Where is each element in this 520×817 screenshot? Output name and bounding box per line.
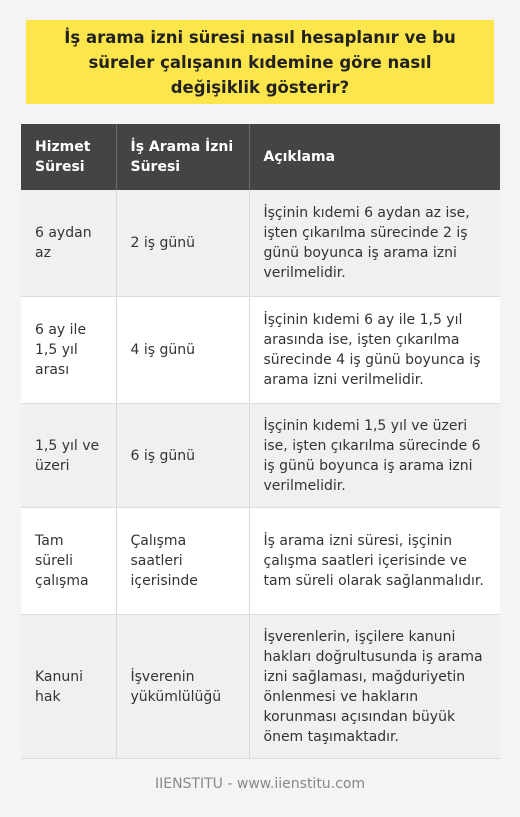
cell-service-duration: 6 aydan az: [21, 190, 116, 297]
cell-description: İşçinin kıdemi 1,5 yıl ve üzeri ise, işten çıkarılma sürecinde 6 iş günü boyunca iş arama izni verilmelidir.: [249, 404, 500, 508]
cell-description: İş arama izni süresi, işçinin çalışma saatleri içerisinde ve tam süreli olarak sağlanmalıdır.: [249, 508, 500, 615]
cell-leave-duration: 6 iş günü: [116, 404, 249, 508]
cell-leave-duration: Çalışma saatleri içerisinde: [116, 508, 249, 615]
header-description: Açıklama: [249, 124, 500, 190]
table-row: [21, 297, 500, 404]
table-row: [21, 508, 500, 615]
cell-leave-duration: 2 iş günü: [116, 190, 249, 297]
page-title: İş arama izni süresi nasıl hesaplanır ve bu süreler çalışanın kıdemine göre nasıl değişiklik gösterir?: [64, 27, 456, 97]
table-header-row: [21, 124, 500, 190]
table-row: [21, 404, 500, 508]
cell-service-duration: 6 ay ile 1,5 yıl arası: [21, 297, 116, 404]
title-banner: [26, 20, 494, 104]
cell-service-duration: 1,5 yıl ve üzeri: [21, 404, 116, 508]
cell-service-duration: Tam süreli çalışma: [21, 508, 116, 615]
cell-leave-duration: İşverenin yükümlülüğü: [116, 615, 249, 759]
header-service-duration: Hizmet Süresi: [21, 124, 116, 190]
info-table: [21, 124, 500, 759]
cell-description: İşçinin kıdemi 6 aydan az ise, işten çıkarılma sürecinde 2 iş günü boyunca iş arama izni verilmelidir.: [249, 190, 500, 297]
cell-description: İşverenlerin, işçilere kanuni hakları doğrultusunda iş arama izni sağlaması, mağduriyetin önlenmesi ve hakların korunması açısından büyük önem taşımaktadır.: [249, 615, 500, 759]
cell-service-duration: Kanuni hak: [21, 615, 116, 759]
cell-leave-duration: 4 iş günü: [116, 297, 249, 404]
header-leave-duration: İş Arama İzni Süresi: [116, 124, 249, 190]
footer-credit: IIENSTITU - www.iienstitu.com: [154, 776, 366, 792]
table-row: [21, 190, 500, 297]
cell-description: İşçinin kıdemi 6 ay ile 1,5 yıl arasında ise, işten çıkarılma sürecinde 4 iş günü boyunca iş arama izni verilmelidir.: [249, 297, 500, 404]
table-row: [21, 615, 500, 759]
